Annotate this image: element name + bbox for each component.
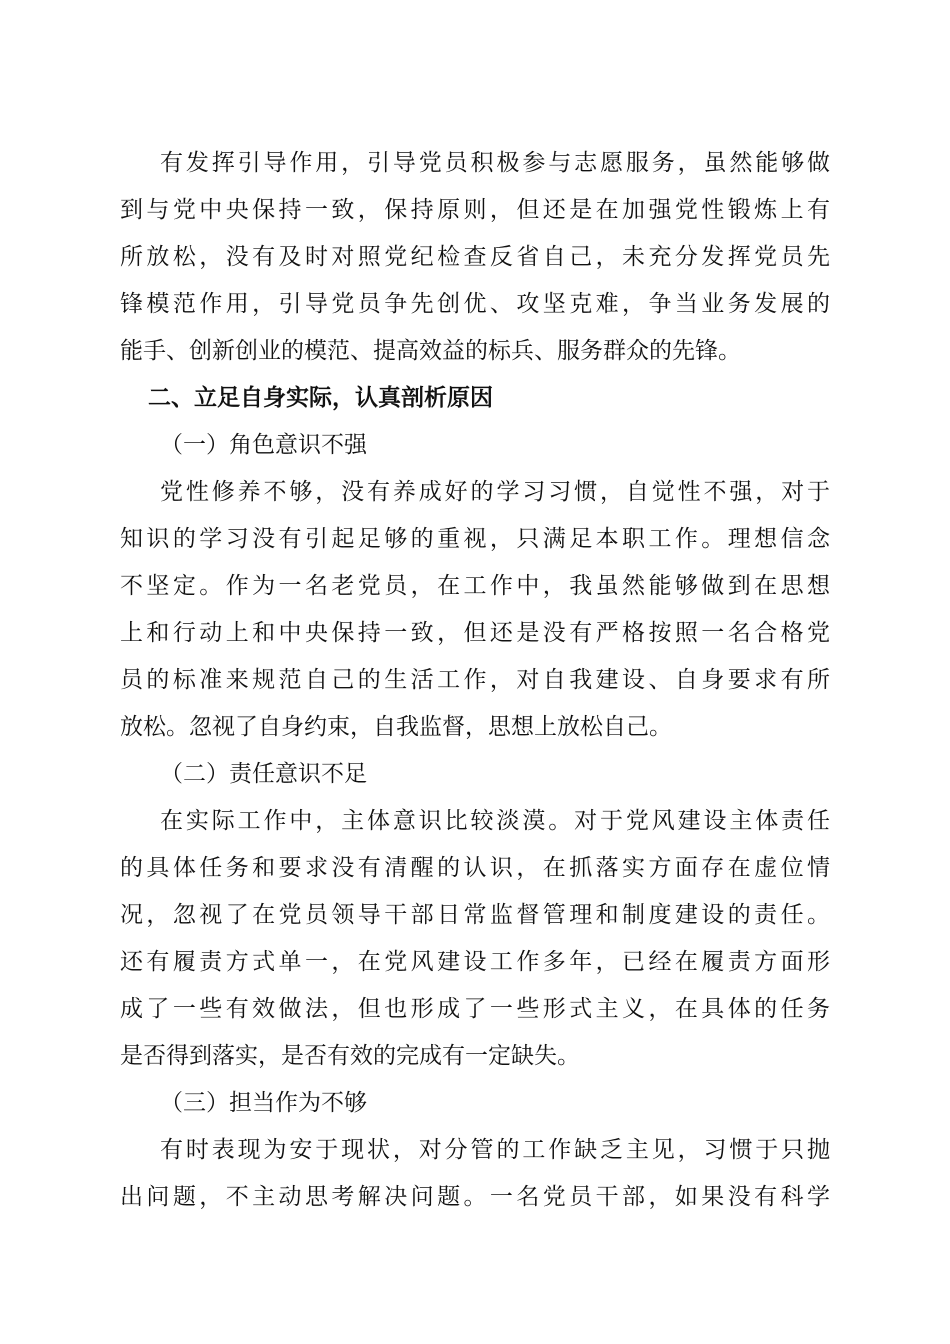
paragraph-commitment (120, 1127, 830, 1221)
text-line: 党性修养不够，没有养成好的学习习惯，自觉性不强，对于 (160, 479, 830, 505)
text-line: 出问题，不主动思考解决问题。一名党员干部，如果没有科学 (120, 1184, 830, 1210)
text-line: 放松。忽视了自身约束，自我监督，思想上放松自己。 (120, 714, 672, 740)
document-body (120, 140, 830, 1221)
subsection-heading-1: （一）角色意识不强 (160, 432, 367, 458)
text-line: 在实际工作中，主体意识比较淡漠。对于党风建设主体责任 (160, 808, 830, 834)
subsection-heading-3: （三）担当作为不够 (160, 1090, 367, 1116)
text-line: 况，忽视了在党员领导干部日常监督管理和制度建设的责任。 (120, 902, 830, 928)
text-line: 到与党中央保持一致，保持原则，但还是在加强党性锻炼上有 (120, 197, 830, 223)
text-line: 知识的学习没有引起足够的重视，只满足本职工作。理想信念 (120, 526, 830, 552)
section-heading: 二、立足自身实际，认真剖析原因 (148, 385, 493, 411)
subsection-heading-2: （二）责任意识不足 (160, 761, 367, 787)
text-line: 不坚定。作为一名老党员，在工作中，我虽然能够做到在思想 (120, 573, 830, 599)
text-line: 是否得到落实，是否有效的完成有一定缺失。 (120, 1043, 580, 1069)
text-line: 有发挥引导作用，引导党员积极参与志愿服务，虽然能够做 (160, 150, 830, 176)
text-line: 员的标准来规范自己的生活工作，对自我建设、自身要求有所 (120, 667, 830, 693)
text-line: 成了一些有效做法，但也形成了一些形式主义，在具体的任务 (120, 996, 830, 1022)
text-line: 所放松，没有及时对照党纪检查反省自己，未充分发挥党员先 (120, 244, 830, 270)
paragraph-role-awareness (120, 469, 830, 751)
text-line: 的具体任务和要求没有清醒的认识，在抓落实方面存在虚位情 (120, 855, 830, 881)
text-line: 能手、创新创业的模范、提高效益的标兵、服务群众的先锋。 (120, 338, 741, 364)
paragraph-responsibility (120, 798, 830, 1080)
paragraph-continuation (120, 140, 830, 375)
text-line: 锋模范作用，引导党员争先创优、攻坚克难，争当业务发展的 (120, 291, 830, 317)
text-line: 还有履责方式单一，在党风建设工作多年，已经在履责方面形 (120, 949, 830, 975)
text-line: 有时表现为安于现状，对分管的工作缺乏主见，习惯于只抛 (160, 1137, 830, 1163)
text-line: 上和行动上和中央保持一致，但还是没有严格按照一名合格党 (120, 620, 830, 646)
